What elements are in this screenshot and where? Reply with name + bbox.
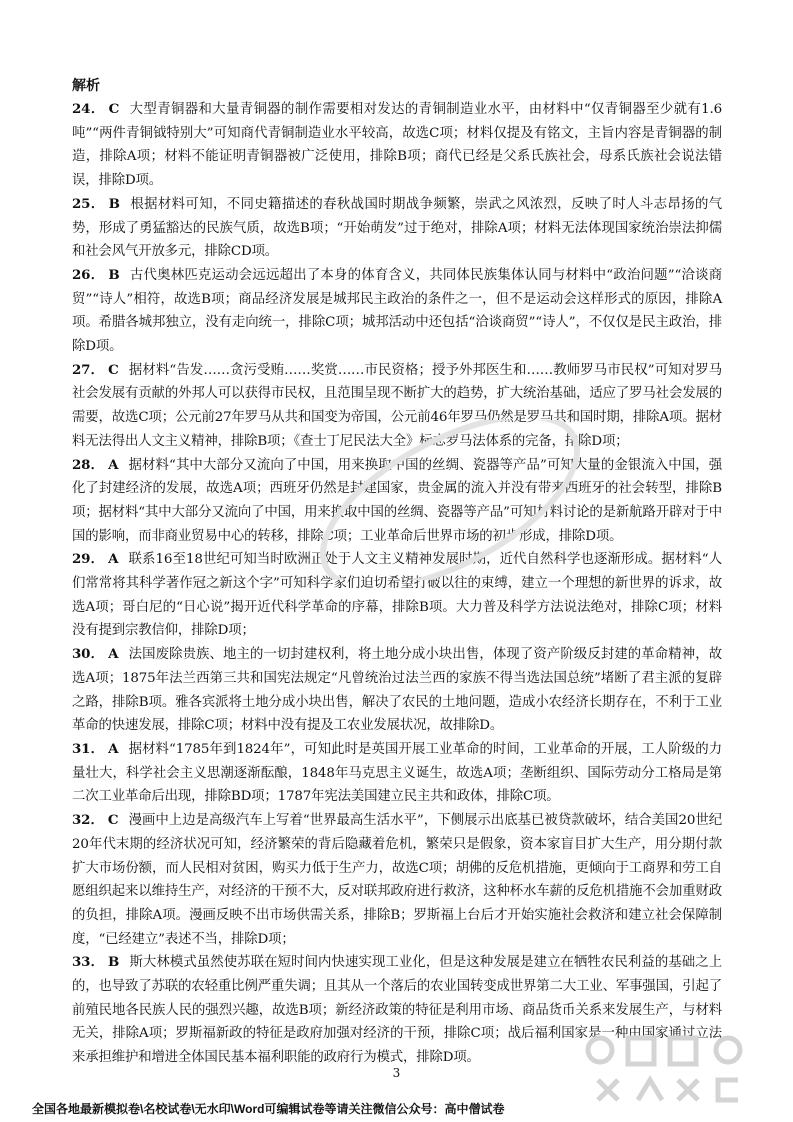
answer-key: B bbox=[108, 266, 120, 283]
answer-explanation: 根据材料可知，不同史籍描述的春秋战国时期战争频繁，崇武之风浓烈，反映了时人斗志昂扬的气势，形成了勇猛豁达的民族气质，故选B项；“开始萌发”过于绝对，排除A项；材料无法体现国家统治崇法抑儒和社会风气开放多元，排除CD项。 bbox=[72, 196, 722, 260]
answer-key: A bbox=[108, 646, 119, 663]
answer-list bbox=[72, 98, 722, 1070]
answer-explanation: 漫画中上边是高级汽车上写着“世界最高生活水平”，下侧展示出底基已被贷款破坏，结合美国20世纪20年代末期的经济状况可知，经济繁荣的背后隐藏着危机，繁荣只是假象，资本家盲目扩大生产，用分期付款扩大市场份额，而人民相对贫困，购买力低于生产力，故选C项；胡佛的反危机措施，更倾向于工商界和劳工自愿组织起来以维持生产，对经济的干预不大，反对联邦政府进行救济，这种杯水车薪的反危机措施不会加重财政的负担，排除A项。漫画反映不出市场供需关系，排除B；罗斯福上台后才开始实施社会救济和建立社会保障制度，“已经建立”表述不当，排除D项； bbox=[72, 813, 723, 947]
answer-item bbox=[72, 454, 722, 549]
question-number: 25． bbox=[72, 195, 105, 212]
answer-explanation: 大型青铜器和大量青铜器的制作需要相对发达的青铜制造业水平，由材料中“仅青铜器至少就有1.6吨”“两件青铜钺特别大”可知商代青铜制造业水平较高，故选C项；材料仅提及有铭文，主旨内容是青铜器的制造，排除A项；材料不能证明青铜器被广泛使用，排除B项；商代已经是父系氏族社会，母系氏族社会说法错误，排除D项。 bbox=[72, 102, 723, 189]
answer-explanation: 斯大林模式虽然使苏联在短时间内快速实现工业化，但是这种发展是建立在牺牲农民利益的基础之上的，也导致了苏联的农轻重比例严重失调；且其从一个落后的农业国转变成世界第二大工业、军事强国，引起了前殖民地各民族人民的强烈兴趣，故选B项；新经济政策的特征是利用市场、商品货币关系来发展生产，与材料无关，排除A项；罗斯福新政的特征是政府加强对经济的干预，排除C项；战后福利国家是一种由国家通过立法来承担维护和增进全体国民基本福利职能的政府行为模式，排除D项。 bbox=[72, 955, 722, 1066]
answer-item bbox=[72, 548, 722, 643]
answer-item bbox=[72, 643, 722, 738]
question-number: 26． bbox=[72, 266, 105, 283]
question-number: 28． bbox=[72, 456, 105, 473]
question-number: 24． bbox=[72, 101, 105, 117]
question-number: 29． bbox=[72, 551, 105, 568]
answer-explanation: 古代奥林匹克运动会远远超出了本身的体育含义，共同体民族集体认同与材料中“政治问题”“洽谈商贸”“诗人”相符，故选B项；商品经济发展是城邦民主政治的条件之一，但不是运动会这样形式的原因，排除A项。希腊各城邦独立，没有走向统一，排除C项；城邦活动中还包括“洽谈商贸”“诗人”，不仅仅是民主政治，排除D项。 bbox=[72, 267, 722, 355]
answer-item bbox=[72, 809, 722, 951]
answer-key: B bbox=[108, 195, 120, 212]
page-number: 3 bbox=[392, 1066, 401, 1080]
page-title: 解析 bbox=[72, 78, 100, 94]
answer-key: C bbox=[107, 812, 119, 829]
answer-explanation: 联系16至18世纪可知当时欧洲正处于人文主义精神发展时期，近代自然科学也逐渐形成。据材料“人们常常将其科学著作冠之新这个字”可知科学家们迫切希望打破以往的束缚，建立一个理想的新世界的诉求，故选A项；哥白尼的“日心说”揭开近代科学革命的序幕，排除B项。大力普及科学方法说法绝对，排除C项；材料没有提到宗教信仰，排除D项； bbox=[72, 552, 722, 639]
answer-item bbox=[72, 193, 722, 264]
answer-item bbox=[72, 951, 722, 1070]
answer-key: C bbox=[108, 101, 120, 117]
footer-note: 全国各地最新模拟卷\名校试卷\无水印\Word可编辑试卷等请关注微信公众号：高中僧试卷 bbox=[32, 1102, 505, 1116]
answer-explanation: 据材料“1785年到1824年”，可知此时是英国开展工业革命的时间，工业革命的开展，工人阶级的力量壮大，科学社会主义思潮逐渐酝酿，1848年马克思主义诞生，故选A项；垄断组织、国际劳动分工格局是第二次工业革命后出现，排除BD项；1787年宪法美国建立民主共和政体，排除C项。 bbox=[72, 741, 722, 805]
question-number: 32． bbox=[72, 812, 104, 829]
question-number: 27． bbox=[72, 361, 105, 378]
answer-key: C bbox=[108, 361, 119, 378]
question-number: 31． bbox=[72, 740, 105, 757]
answer-item bbox=[72, 359, 722, 454]
answer-key: B bbox=[108, 954, 120, 971]
answer-explanation: 法国废除贵族、地主的一切封建权利，将土地分成小块出售，体现了资产阶级反封建的革命精神，故选A项；1875年法兰西第三共和国宪法规定“凡曾统治过法兰西的家族不得当选法国总统”堵断了君主派的复辟之路，排除B项。雅各宾派将土地分成小块出售，解决了农民的土地问题，造成小农经济长期存在，不利于工业革命的快速发展，排除C项；材料中没有提及工农业发展状况，故排除D。 bbox=[72, 647, 723, 734]
answer-item bbox=[72, 264, 722, 359]
question-number: 33． bbox=[72, 954, 105, 971]
answer-item bbox=[72, 738, 722, 809]
answer-key: A bbox=[108, 740, 119, 757]
answer-explanation: 据材料“其中大部分又流向了中国，用来换取中国的丝绸、瓷器等产品”可知大量的金银流入中国，强化了封建经济的发展，故选A项；西班牙仍然是封建国家，贵金属的流入并没有带来西班牙的社会转型，排除B项；据材料“其中大部分又流向了中国，用来换取中国的丝绸、瓷器等产品”可知材料讨论的是新航路开辟对于中国的影响，而非商业贸易中心的转移，排除C项；工业革命后世界市场的初步形成，排除D项。 bbox=[72, 457, 722, 544]
answer-explanation: 据材料“告发……贪污受贿……奖赏……市民资格；授予外邦医生和……教师罗马市民权”可知对罗马社会发展有贡献的外邦人可以获得市民权，且范围呈现不断扩大的趋势，扩大统治基础，适应了罗马社会发展的需要，故选C项；公元前27年罗马从共和国变为帝国，公元前46年罗马仍然是罗马共和国时期，排除A项。据材料无法得出人文主义精神，排除B项；《查士丁尼民法大全》标志罗马法体系的完备，排除D项； bbox=[72, 362, 722, 449]
question-number: 30． bbox=[72, 646, 105, 663]
answer-key: A bbox=[108, 551, 119, 568]
answer-key: A bbox=[108, 456, 119, 473]
answer-item bbox=[72, 98, 722, 193]
